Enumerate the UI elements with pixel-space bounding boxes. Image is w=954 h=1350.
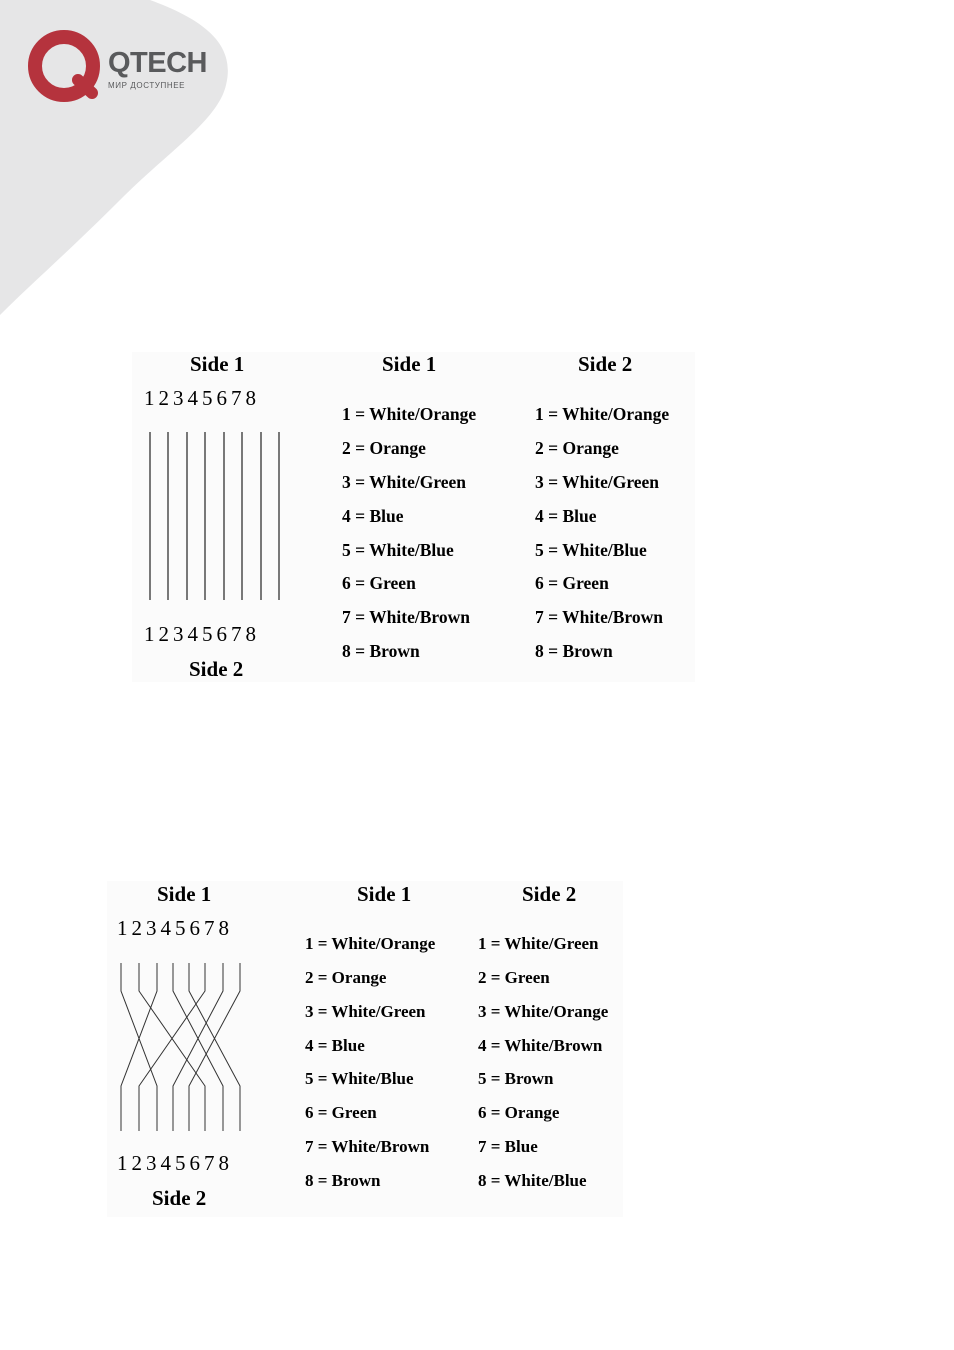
pin-row: 2 = Orange [305, 968, 387, 987]
pin-row: 4 = Blue [305, 1036, 365, 1055]
pin-row: 3 = White/Green [305, 1002, 426, 1021]
pin-row: 5 = Brown [478, 1069, 554, 1088]
pin-row: 5 = White/Blue [342, 540, 454, 560]
pin-numbers-top: 12345678 [144, 386, 260, 410]
pin-row: 8 = Brown [342, 641, 420, 661]
pin-row: 2 = Orange [535, 438, 619, 458]
pin-row: 5 = White/Blue [305, 1069, 414, 1088]
wire-side1-label: Side 1 [190, 352, 245, 376]
logo-tagline: МИР ДОСТУПНЕЕ [108, 81, 186, 90]
pin-row: 8 = Brown [305, 1171, 381, 1190]
logo-text: QTECH [108, 47, 207, 79]
pin-row: 3 = White/Green [535, 472, 660, 492]
pin-row: 8 = White/Blue [478, 1171, 587, 1190]
pin-row: 4 = Blue [535, 506, 597, 526]
pin-row: 5 = White/Blue [535, 540, 647, 560]
pin-row: 7 = White/Brown [535, 607, 663, 627]
straight-through-diagram [132, 352, 695, 682]
pin-row: 7 = White/Brown [305, 1137, 430, 1156]
pin-row: 6 = Green [535, 573, 609, 593]
column2-header: Side 2 [578, 352, 633, 376]
pin-row: 7 = Blue [478, 1137, 538, 1156]
pin-row: 6 = Orange [478, 1103, 560, 1122]
wire-side2-label: Side 2 [152, 1186, 207, 1210]
pin-numbers-bottom: 12345678 [117, 1151, 233, 1175]
pin-row: 6 = Green [342, 573, 416, 593]
pin-row: 1 = White/Orange [305, 934, 436, 953]
crossover-diagram [107, 881, 623, 1217]
pin-row: 4 = White/Brown [478, 1036, 603, 1055]
pin-row: 4 = Blue [342, 506, 404, 526]
pin-row: 1 = White/Orange [535, 404, 670, 424]
pin-row: 2 = Orange [342, 438, 426, 458]
pin-row: 3 = White/Green [342, 472, 467, 492]
column1-header: Side 1 [382, 352, 437, 376]
pin-row: 8 = Brown [535, 641, 613, 661]
wire-side2-label: Side 2 [189, 657, 244, 681]
pin-row: 7 = White/Brown [342, 607, 470, 627]
pin-numbers-bottom: 12345678 [144, 622, 260, 646]
pin-row: 3 = White/Orange [478, 1002, 609, 1021]
pin-row: 6 = Green [305, 1103, 377, 1122]
wire-side1-label: Side 1 [157, 882, 212, 906]
column2-header: Side 2 [522, 882, 577, 906]
pin-row: 1 = White/Orange [342, 404, 477, 424]
column1-header: Side 1 [357, 882, 412, 906]
pin-row: 2 = Green [478, 968, 550, 987]
pin-row: 1 = White/Green [478, 934, 599, 953]
pin-numbers-top: 12345678 [117, 916, 233, 940]
